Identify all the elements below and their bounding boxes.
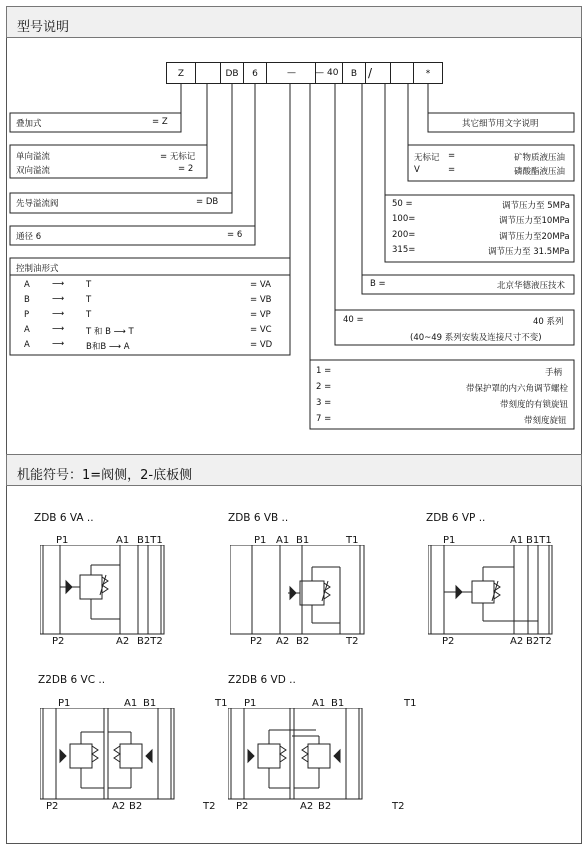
symbol-vb-diagram [230, 545, 365, 635]
other-desc: 其它细节用文字说明 [462, 119, 539, 129]
symbol-vc-b2: B2 [129, 801, 143, 812]
symbol-vp-p2: P2 [442, 636, 455, 647]
symbol-va-b2t2: B2T2 [137, 636, 163, 647]
symbol-va-p1: P1 [56, 535, 69, 546]
ctrl-row-1-code: = VA [250, 280, 271, 290]
symbol-vd-a2: A2 [300, 801, 314, 812]
symbol-vc-title: Z2DB 6 VC .. [38, 674, 106, 686]
maker-val: 北京华德液压技术 [497, 281, 566, 291]
ctrl-row-5-code: = VD [250, 340, 273, 350]
symbol-va-b1t1: B1T1 [137, 535, 163, 546]
code-40: 40 [327, 68, 339, 78]
symbol-vc-b1: B1 [143, 698, 157, 709]
code-cell-db: DB [220, 62, 244, 84]
symbol-vd-b1: B1 [331, 698, 345, 709]
ctrl-row-1-arrow: ⟶ [52, 279, 65, 289]
adjust-3-key: 3 = [316, 398, 332, 408]
symbol-vp-a2: A2 [510, 636, 524, 647]
code-cell-other: * [413, 62, 443, 84]
symbol-vd-b2: B2 [318, 801, 332, 812]
code-cell-size: 6 [243, 62, 267, 84]
symbol-vd-a1: A1 [312, 698, 326, 709]
symbol-va-diagram [40, 545, 165, 635]
section-title-symbols: 机能符号：1=阀侧，2-底板侧 [17, 468, 193, 483]
symbol-vp-a1: A1 [510, 535, 524, 546]
symbol-vc-diagram [40, 708, 175, 800]
fluid-2-eq: = [448, 165, 456, 175]
ctrl-row-4-a: A [24, 325, 30, 335]
symbol-vb-a1: A1 [276, 535, 290, 546]
symbol-vc-t2: T2 [203, 801, 216, 812]
adjust-3-val: 带刻度的有锁旋钮 [500, 400, 569, 410]
symbol-vb-t1: T1 [346, 535, 359, 546]
symbol-vb-p1: P1 [254, 535, 267, 546]
ctrl-row-2-arrow: ⟶ [52, 294, 65, 304]
opt-stack-code: = Z [152, 117, 168, 127]
pressure-1-val: 调节压力至 5MPa [502, 201, 570, 211]
ctrl-row-1-a: A [24, 280, 30, 290]
pressure-4-val: 调节压力至 31.5MPa [488, 247, 570, 257]
ctrl-row-5-b: B和B ⟶ A [86, 342, 130, 352]
symbol-va-p2: P2 [52, 636, 65, 647]
ctrl-row-4-arrow: ⟶ [52, 324, 65, 334]
opt-overflow-2-name: 双向溢流 [16, 166, 51, 176]
code-dash-1: — [287, 68, 296, 78]
code-dash-2: — [315, 68, 324, 78]
symbol-vb-title: ZDB 6 VB .. [228, 512, 289, 524]
symbol-vc-p1: P1 [58, 698, 71, 709]
symbol-vp-b1t1: B1T1 [526, 535, 552, 546]
symbol-vb-b2: B2 [296, 636, 310, 647]
adjust-1-key: 1 = [316, 366, 332, 376]
adjust-1-val: 手柄 [545, 368, 563, 378]
symbol-vb-p2: P2 [250, 636, 263, 647]
pressure-2-key: 100= [392, 214, 416, 224]
symbol-va-a1: A1 [116, 535, 130, 546]
ctrl-row-3-b: T [86, 310, 92, 320]
symbol-vd-diagram [228, 708, 363, 800]
symbol-vc-a1: A1 [124, 698, 138, 709]
symbol-vp-diagram [428, 545, 553, 635]
ctrl-row-1-b: T [86, 280, 92, 290]
ctrl-row-2-a: B [24, 295, 30, 305]
adjust-4-key: 7 = [316, 414, 332, 424]
fluid-1-key: 无标记 [414, 153, 440, 163]
series-key: 40 = [343, 315, 364, 325]
code-cell-z: Z [166, 62, 196, 84]
opt-stack-name: 叠加式 [16, 119, 42, 129]
ctrl-row-3-a: P [24, 310, 30, 320]
symbol-vd-title: Z2DB 6 VD .. [228, 674, 296, 686]
symbol-vd-t1: T1 [404, 698, 417, 709]
opt-overflow-1-code: = 无标记 [160, 152, 196, 162]
symbol-vd-p2: P2 [236, 801, 249, 812]
ctrl-row-5-arrow: ⟶ [52, 339, 65, 349]
ctrl-row-4-code: = VC [250, 325, 272, 335]
code-cell-b: B [342, 62, 366, 84]
ctrl-row-2-code: = VB [250, 295, 272, 305]
ctrl-row-5-a: A [24, 340, 30, 350]
symbol-vp-p1: P1 [443, 535, 456, 546]
symbol-vb-a2: A2 [276, 636, 290, 647]
control-title: 控制油形式 [16, 264, 59, 274]
opt-overflow-2-code: = 2 [178, 164, 194, 174]
fluid-1-val: 矿物质液压油 [514, 153, 566, 163]
symbol-vc-t1: T1 [215, 698, 228, 709]
symbol-va-a2: A2 [116, 636, 130, 647]
code-slash: / [368, 66, 373, 80]
pressure-4-key: 315= [392, 245, 416, 255]
symbol-vd-p1: P1 [244, 698, 257, 709]
adjust-4-val: 带刻度旋钮 [524, 416, 567, 426]
adjust-2-key: 2 = [316, 382, 332, 392]
pressure-2-val: 调节压力至10MPa [499, 216, 570, 226]
opt-overflow-1-name: 单向溢流 [16, 152, 51, 162]
pressure-3-key: 200= [392, 230, 416, 240]
ctrl-row-3-arrow: ⟶ [52, 309, 65, 319]
opt-size-code: = 6 [227, 230, 243, 240]
fluid-1-eq: = [448, 151, 456, 161]
opt-size-name: 通径 6 [16, 232, 42, 242]
symbol-vc-a2: A2 [112, 801, 126, 812]
symbol-vp-b2t2: B2T2 [526, 636, 552, 647]
series-val: 40 系列 [533, 317, 564, 327]
ctrl-row-4-b: T 和 B ⟶ T [86, 327, 134, 337]
symbol-vd-t2: T2 [392, 801, 405, 812]
section-title-model: 型号说明 [17, 20, 70, 35]
pressure-1-key: 50 = [392, 199, 413, 209]
symbol-vp-title: ZDB 6 VP .. [426, 512, 486, 524]
opt-pilot-code: = DB [196, 197, 219, 207]
symbol-vc-p2: P2 [46, 801, 59, 812]
symbol-vb-t2: T2 [346, 636, 359, 647]
symbol-vb-b1: B1 [296, 535, 310, 546]
adjust-2-val: 带保护罩的内六角调节螺栓 [466, 384, 569, 394]
opt-pilot-name: 先导溢流阀 [16, 199, 59, 209]
symbol-va-title: ZDB 6 VA .. [34, 512, 94, 524]
ctrl-row-2-b: T [86, 295, 92, 305]
series-note: (40~49 系列安装及连接尺寸不变) [410, 333, 542, 343]
fluid-2-val: 磷酸酯液压油 [514, 167, 566, 177]
maker-key: B = [370, 279, 386, 289]
fluid-2-key: V [414, 165, 420, 175]
pressure-3-val: 调节压力至20MPa [499, 232, 570, 242]
ctrl-row-3-code: = VP [250, 310, 271, 320]
